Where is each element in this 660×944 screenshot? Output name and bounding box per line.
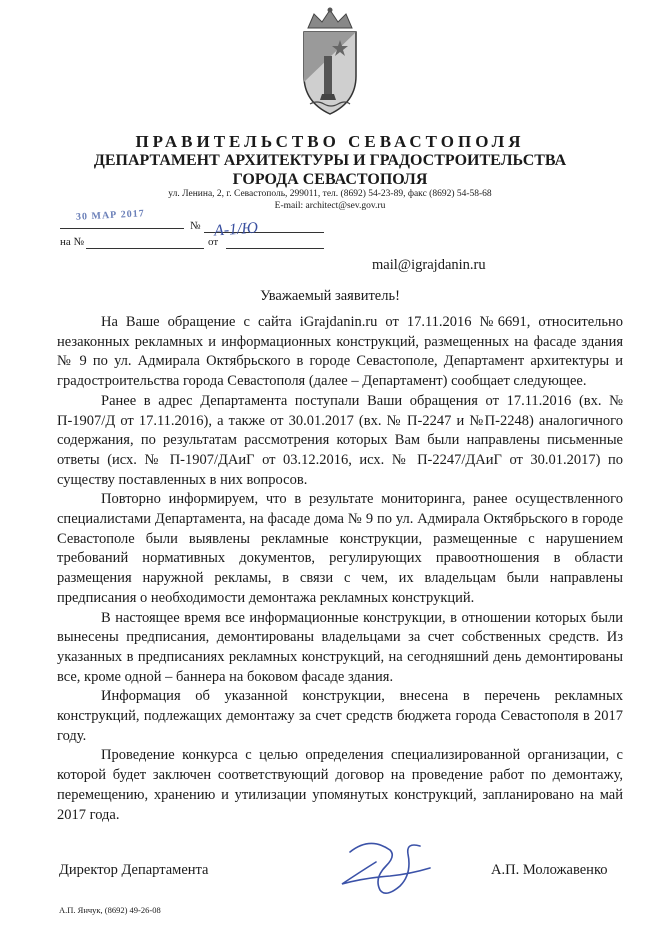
date-line [60, 228, 184, 229]
executor-contact: А.П. Янчук, (8692) 49-26-08 [59, 905, 161, 915]
paragraph: Повторно информируем, что в результате мониторинга, ранее осуществленного специалистами Департамента, на фасаде дома № 9 по ул. Адмирала Октябрьского в городе Севастополе были выявлены рекламные конструкции, размещенные с нарушением требований нормативных документов, регулирующих правоотношения в области размещения наружной рекламы, в связи с чем, их владельцам были направлены предписания о необходимости демонтажа рекламных конструкций. [57, 491, 623, 606]
date-stamp: 30 МАР 2017 [75, 208, 146, 223]
reference-label: на № [60, 236, 85, 248]
from-label: от [208, 236, 219, 248]
department-title: ДЕПАРТАМЕНТ АРХИТЕКТУРЫ И ГРАДОСТРОИТЕЛЬСТВА [93, 152, 567, 169]
department-address: ул. Ленина, 2, г. Севастополь, 299011, тел. (8692) 54-23-89, факс (8692) 54-58-68 [168, 189, 492, 199]
reference-line [86, 248, 204, 249]
paragraph: На Ваше обращение с сайта iGrajdanin.ru от 17.11.2016 №6691, относительно незаконных рекламных и информационных конструкций, размещенных на фасаде здания № 9 по ул. Адмирала Октябрьского в городе Севастополе, Департамент архитектуры и градостроительства города Севастополя (далее – Департамент) сообщает следующее. [57, 314, 623, 390]
paragraph: Проведение конкурса с целью определения специализированной организации, с которой будет заключен соответствующий договор на проведение работ по демонтажу, перемещению, хранению и утилизации упомянутых конструкций, запланировано на май 2017 года. [57, 747, 623, 823]
letter-body [57, 313, 623, 825]
sevastopol-coat-of-arms-icon [290, 6, 370, 124]
paragraph: Ранее в адрес Департамента поступали Ваши обращения от 17.11.2016 (вх. № П-1907/Д от 17.11.2016), а также от 30.01.2017 (вх. № П-2247 и №П-2248) аналогичного содержания, по результатам рассмотрения которых Вам были направлены письменные ответы (исх. № П-1907/ДАиГ от 03.12.2016, исх. № П-2247/ДАиГ от 30.01.2017) по существу поставленных в них вопросов. [57, 392, 623, 488]
recipient-email: mail@igrajdanin.ru [372, 257, 486, 273]
paragraph: В настоящее время все информационные конструкции, в отношении которых были вынесены предписания, демонтированы владельцами за счет собственных средств. Из указанных в предписаниях рекламных конструкций, на сегодняшний день демонтированы все, кроме одной – баннера на боковом фасаде здания. [57, 609, 623, 685]
greeting: Уважаемый заявитель! [260, 288, 400, 304]
handwritten-signature-icon [330, 832, 440, 902]
number-label: № [190, 220, 201, 232]
department-email: E-mail: architect@sev.gov.ru [274, 201, 386, 211]
from-line [226, 248, 324, 249]
government-title: ПРАВИТЕЛЬСТВО СЕВАСТОПОЛЯ [135, 132, 525, 151]
handwritten-number: А-1/Ю [213, 219, 259, 240]
city-title: ГОРОДА СЕВАСТОПОЛЯ [232, 171, 428, 188]
signatory-name: А.П. Моложавенко [491, 862, 608, 878]
signatory-title: Директор Департамента [59, 862, 209, 878]
paragraph: Информация об указанной конструкции, внесена в перечень рекламных конструкций, подлежащих демонтажу за счет средств бюджета города Севастополя в 2017 году. [57, 688, 623, 744]
